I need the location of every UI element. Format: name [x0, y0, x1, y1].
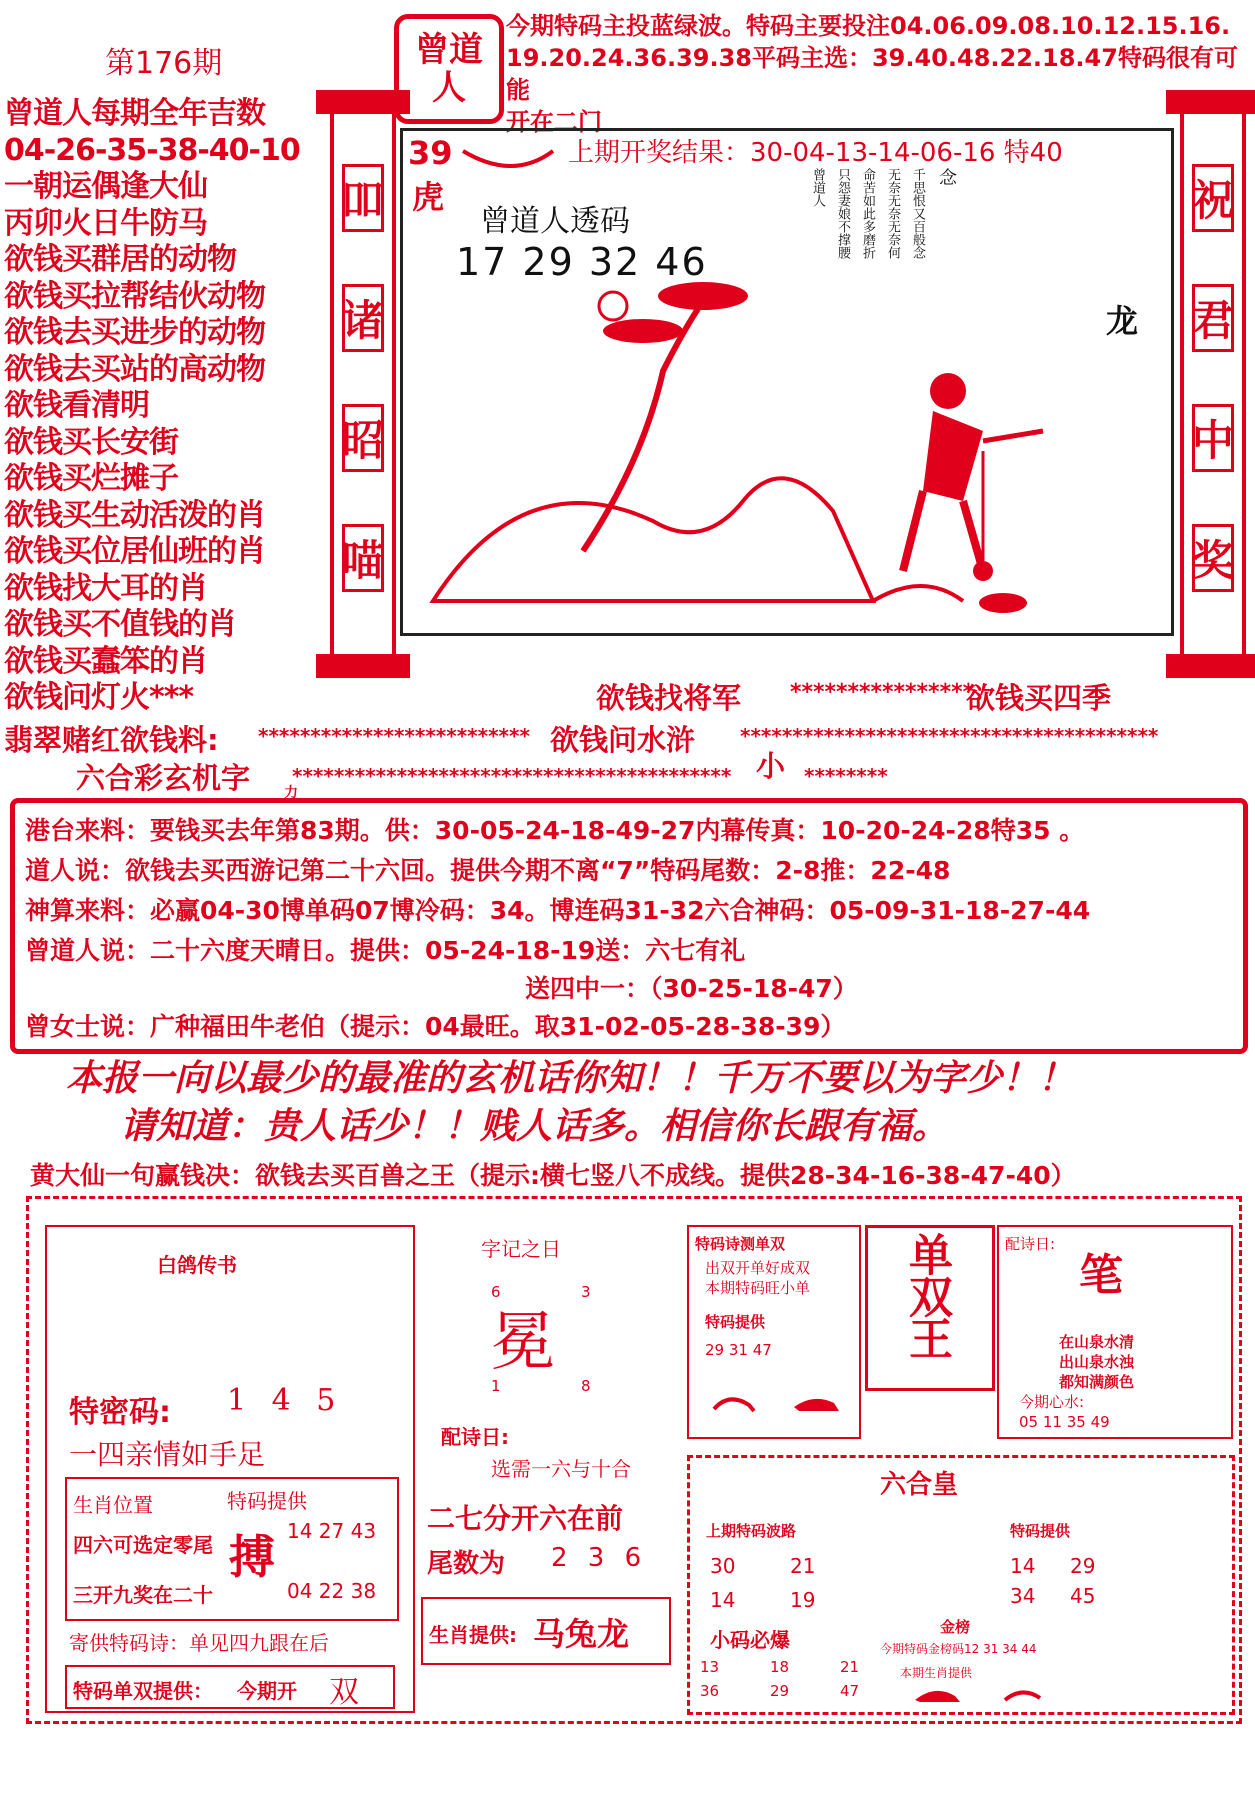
left-line: 04-26-35-38-40-10	[4, 132, 300, 168]
bottom-section	[26, 1196, 1242, 1724]
scroll-char: 喵	[342, 524, 384, 592]
left-column	[4, 96, 334, 717]
issue-number: 第176期	[105, 46, 223, 81]
top-note	[506, 10, 1246, 138]
bo-char: 搏	[229, 1530, 275, 1584]
cexu-panel	[687, 1225, 861, 1439]
poem-column: 只怨妻娘不撑腰	[835, 168, 850, 259]
top-note-line: 开在二门	[506, 108, 602, 136]
left-line: 欲钱买群居的动物	[4, 242, 236, 277]
tema-shi: 寄供特码诗：单见四九跟在后	[69, 1631, 329, 1655]
left-line: 曾道人每期全年吉数	[4, 96, 265, 131]
poem-column: 无奈无奈无奈何	[885, 168, 900, 259]
nums-b: 04 22 38	[287, 1579, 377, 1603]
poem-column: 念	[936, 168, 957, 186]
info-line: 神算来料：必赢04-30博单码07博冷码：34。博连码31-32六合神码：05-09-31-18-27-44	[25, 896, 1091, 925]
danshuang-wang: 单双王	[901, 1232, 952, 1358]
huang-daxian-line: 黄大仙一句赢钱决：欲钱去买百兽之王（提示:横七竖八不成线。提供28-34-16-38-47-40）	[30, 1161, 1076, 1190]
left-line: 欲钱去买进步的动物	[4, 315, 265, 350]
benqi-title: 本期生肖提供	[900, 1666, 973, 1680]
info-line: 道人说：欲钱去买西游记第二十六回。提供今期不离“7”特码尾数：2-8推：22-48	[25, 856, 951, 885]
xm-num: 47	[840, 1682, 860, 1700]
cexu-line: 出双开单好成双	[705, 1259, 811, 1277]
cexu-line: 本期特码旺小单	[705, 1279, 811, 1297]
mid-row-1b: 欲钱买四季	[966, 681, 1112, 715]
last-bolu: 上期特码波路	[706, 1522, 797, 1540]
xm-num: 21	[840, 1658, 860, 1676]
left-line: 一朝运偶逢大仙	[4, 169, 207, 204]
zi-ji: 字记之日	[481, 1237, 561, 1261]
scroll-char: 奖	[1192, 524, 1234, 592]
tou-ma-numbers: 17 29 32 46	[456, 240, 708, 284]
digit: 3	[581, 1283, 591, 1301]
mid-row-2-mid: 欲钱问水浒	[550, 723, 696, 757]
xiaoma-title: 小码必爆	[710, 1628, 790, 1652]
last-result: 上期开奖结果：30-04-13-14-06-16 特40	[568, 138, 1063, 168]
xm-num: 36	[700, 1682, 720, 1700]
top-note-line: 19.20.24.36.39.38平码主选：39.40.48.22.18.47特码很有可能	[506, 44, 1238, 104]
right-line: 在山泉水清	[1059, 1333, 1135, 1351]
mid-row-3-end: 小	[756, 749, 786, 783]
line-a: 四六可选定零尾	[73, 1533, 213, 1557]
danshuang-box	[65, 1665, 395, 1709]
left-line: 欲钱买位居仙班的肖	[4, 534, 265, 569]
danshuang-result: 双	[329, 1675, 359, 1710]
shengxiao-box	[421, 1597, 671, 1665]
scroll-cap	[1166, 654, 1255, 678]
left-line: 欲钱找大耳的肖	[4, 570, 207, 606]
pei-text: 选需一六与十合	[491, 1457, 631, 1481]
danshuang-val: 今期开	[237, 1679, 297, 1703]
stamp-logo: 曾道人	[394, 14, 504, 124]
scroll-char: 中	[1192, 404, 1234, 472]
tg3-num: 14	[1010, 1554, 1036, 1578]
sx-value: 马兔龙	[533, 1615, 630, 1653]
scroll-char: 祝	[1192, 164, 1234, 232]
big-char: 冕	[491, 1306, 555, 1380]
bottom-left-panel	[45, 1225, 415, 1713]
top-note-line: 今期特码主投蓝绿波。特码主要投注04.06.09.08.10.12.15.16.	[506, 12, 1231, 40]
corner-number: 39	[408, 134, 453, 172]
dragon-label: 龙	[1106, 302, 1139, 340]
shengxiao-label: 生肖位置	[73, 1493, 153, 1517]
mid-row-2-stars: **************************	[258, 724, 530, 748]
mid-row-1a: 欲钱找将军	[596, 681, 742, 715]
xm-num: 18	[770, 1658, 790, 1676]
info-line: 曾道人说：二十六度天晴日。提供：05-24-18-19送：六七有礼	[25, 936, 746, 965]
scroll-char: 君	[1192, 284, 1234, 352]
cexu-title: 特码诗测单双	[695, 1235, 786, 1253]
mid-row-3-stars: ******************************************	[292, 764, 732, 788]
zodiac-animals-icon	[910, 1680, 1070, 1706]
left-line: 欲钱买长安街	[4, 424, 178, 460]
line-b: 三开九奖在二十	[73, 1583, 213, 1607]
tg3-num: 34	[1010, 1584, 1036, 1608]
bottom-middle-panel	[421, 1225, 677, 1709]
right-poem-panel	[997, 1225, 1233, 1439]
liuhe-title: 六合皇	[880, 1470, 959, 1500]
left-line: 欲钱去买站的高动物	[4, 351, 265, 387]
scroll-char: 昭	[342, 404, 384, 472]
right-nums: 05 11 35 49	[1019, 1413, 1110, 1431]
sx-label: 生肖提供:	[429, 1623, 517, 1647]
nums-a: 14 27 43	[287, 1519, 377, 1543]
xm-num: 29	[770, 1682, 790, 1700]
poem-columns	[808, 168, 1255, 259]
scroll-cap	[316, 654, 410, 678]
digit: 8	[581, 1377, 591, 1395]
poem-column: 命苦如此多磨折	[860, 168, 875, 259]
right-big-char: 笔	[1079, 1250, 1123, 1301]
corner-zodiac: 虎	[412, 178, 445, 216]
info-line: 港台来料：要钱买去年第83期。供：30-05-24-18-49-27内幕传真：10-20-24-28特35 。	[25, 816, 1085, 845]
left-line: 欲钱买生动活泼的肖	[4, 497, 265, 533]
mid-row-2-stars2: ****************************************	[740, 724, 1159, 748]
info-line: 曾女士说：广种福田牛老伯（提示：04最旺。取31-02-05-28-38-39）	[25, 1012, 846, 1041]
jinbang-title: 金榜	[940, 1618, 971, 1636]
lb-num: 14	[710, 1588, 736, 1612]
kai-line: 二七分开六在前	[427, 1502, 624, 1535]
scroll-char: 诸	[342, 284, 384, 352]
tema-inner-box	[65, 1477, 399, 1621]
tg3-num: 45	[1070, 1584, 1096, 1608]
pei-label: 配诗日:	[441, 1425, 509, 1449]
zodiac-animals-icon	[709, 1387, 849, 1417]
tema-numbers: 1 4 5	[227, 1383, 344, 1418]
danshuang-label: 特码单双提供：	[73, 1679, 213, 1703]
mid-row-3-small: 力	[284, 785, 298, 801]
danshuang-wang-box	[865, 1225, 995, 1391]
scroll-cap	[316, 90, 410, 114]
digit: 6	[491, 1283, 501, 1301]
tou-ma-title: 曾道人透码	[480, 204, 630, 239]
scroll-cap	[1166, 90, 1255, 114]
tg3-num: 29	[1070, 1554, 1096, 1578]
weishu-label: 尾数为	[427, 1549, 506, 1579]
left-line: 欲钱买烂摊子	[4, 461, 178, 496]
lb-num: 30	[710, 1554, 736, 1578]
baige-title: 白鸽传书	[157, 1253, 237, 1277]
xm-num: 13	[700, 1658, 720, 1676]
weishu-value: 2 3 6	[551, 1543, 648, 1573]
right-line: 都知满颜色	[1059, 1373, 1135, 1391]
left-line: 欲钱买不值钱的肖	[4, 607, 236, 642]
scroll-char: 吅	[342, 164, 384, 232]
digit: 1	[491, 1377, 501, 1395]
mid-row-3-stars2: ********	[804, 764, 888, 788]
left-scroll	[330, 104, 396, 664]
liuhe-panel	[687, 1455, 1235, 1715]
right-line: 出山泉水浊	[1059, 1353, 1135, 1371]
jinbang-text: 今期特码金榜码12 31 34 44	[880, 1642, 1037, 1656]
left-line: 丙卯火日牛防马	[4, 205, 207, 241]
tg-nums: 29 31 47	[705, 1341, 772, 1359]
slogan-line: 本报一向以最少的最准的玄机话你知！！千万不要以为字少！！	[66, 1057, 1075, 1099]
left-line: 欲钱看清明	[4, 388, 149, 423]
qinqing-line: 一四亲情如手足	[69, 1438, 266, 1471]
info-box	[10, 798, 1248, 1054]
left-line: 欲钱问灯火***	[4, 680, 194, 715]
tema-tg2: 特码提供	[705, 1313, 766, 1331]
right-line: 今期心水:	[1019, 1393, 1085, 1411]
left-line: 欲钱买蠢笨的肖	[4, 643, 207, 679]
tema-tg3: 特码提供	[1010, 1522, 1071, 1540]
tema-tigong-label: 特码提供	[227, 1489, 307, 1513]
info-line: 送四中一：（30-25-18-47）	[525, 974, 858, 1003]
poem-column: 曾道人	[810, 168, 825, 207]
lb-num: 21	[790, 1554, 816, 1578]
left-line: 欲钱买拉帮结伙动物	[4, 278, 265, 314]
pei-zi: 配诗日:	[1005, 1235, 1056, 1253]
mid-row-2-label: 翡翠赌红欲钱料:	[4, 723, 219, 757]
mid-row-1-stars: ****************	[790, 680, 975, 705]
tema-label: 特密码:	[69, 1395, 171, 1430]
mid-row-3-label: 六合彩玄机字	[76, 761, 251, 795]
slogan-line: 请知道：贵人话少！！贱人话多。相信你长跟有福。	[120, 1105, 949, 1147]
lb-num: 19	[790, 1588, 816, 1612]
poem-column: 千思恨又百般念	[910, 168, 925, 259]
